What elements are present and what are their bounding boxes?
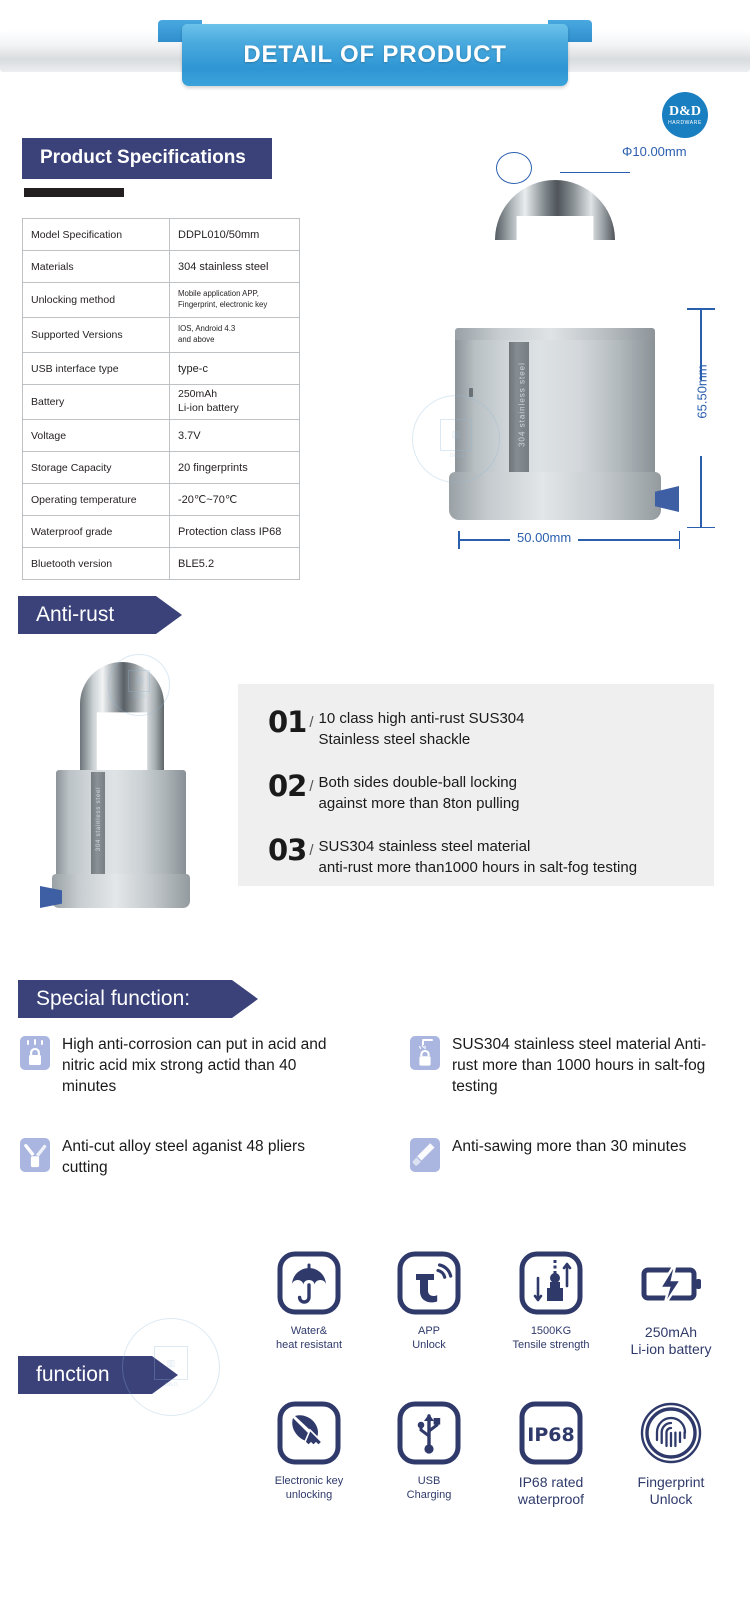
tuya-app-icon (394, 1248, 464, 1318)
table-row (23, 283, 300, 318)
table-row (23, 548, 300, 580)
antirust-padlock-base (52, 874, 190, 908)
function-item-label: Water& heat resistant (275, 1325, 343, 1352)
special-function-banner-label: Special function: (36, 987, 191, 1010)
padlock-illustration (455, 180, 655, 500)
saw-icon (410, 1138, 440, 1172)
table-row (23, 516, 300, 548)
table-row (23, 251, 300, 283)
spec-key: Voltage (23, 420, 170, 452)
spec-key: Battery (23, 385, 170, 420)
padlock-base (449, 472, 661, 520)
spec-heading-underline (24, 188, 124, 197)
special-function-item-text: Anti-cut alloy steel aganist 48 pliers cutting (62, 1138, 305, 1177)
pliers-cut-icon (20, 1138, 50, 1172)
table-row (23, 318, 300, 353)
special-function-item (20, 1034, 350, 1098)
watermark-antirust: ▥ D&D (108, 654, 168, 714)
antirust-padlock-illustration (56, 662, 186, 912)
ribbon-body (182, 24, 568, 86)
function-item-label: 250mAh Li-ion battery (630, 1324, 712, 1357)
function-item (370, 1248, 488, 1352)
fingerprint-icon (636, 1398, 706, 1468)
spec-key: Storage Capacity (23, 452, 170, 484)
antirust-feature-item (268, 705, 525, 750)
spec-value: 250mAh Li-ion battery (170, 385, 300, 420)
function-item (492, 1248, 610, 1352)
table-row (23, 353, 300, 385)
function-item (612, 1398, 730, 1508)
spec-key: Bluetooth version (23, 548, 170, 580)
antirust-item-text: SUS304 stainless steel material anti-rust more than1000 hours in salt-fog testing (318, 838, 638, 876)
special-function-item-text: High anti-corrosion can put in acid and nitric acid mix strong actid than 40 minutes (62, 1036, 327, 1096)
padlock-engraving-text: 304 stainless steel (517, 362, 527, 447)
function-item-label: Fingerprint Unlock (637, 1474, 705, 1507)
function-item-label: APP Unlock (412, 1325, 446, 1352)
antirust-padlock-photo (38, 662, 198, 920)
watermark-function: ▥ D&D (122, 1318, 218, 1414)
spec-value: Protection class IP68 (170, 516, 300, 548)
watermark-text-antirust: D&D (132, 694, 146, 701)
antirust-item-number: 03 (268, 833, 307, 867)
usb-icon (394, 1398, 464, 1468)
antirust-engraving-text: 304 stainless steel (96, 786, 102, 852)
height-dimension-cap-bottom (687, 527, 715, 529)
specifications-table (22, 218, 300, 580)
watermark-text-function: D&D (164, 1382, 178, 1389)
spec-value: IOS, Android 4.3 and above (170, 318, 300, 353)
padlock-keyhole (469, 388, 473, 397)
watermark-photo: ▥ D&D (412, 395, 498, 481)
umbrella-icon (274, 1248, 344, 1318)
table-row (23, 452, 300, 484)
function-item-label: USB Charging (406, 1475, 452, 1502)
specifications-table-body (23, 219, 300, 580)
spec-section-heading (22, 138, 272, 179)
antirust-item-separator: / (309, 842, 314, 859)
brand-logo-name: D&D (669, 103, 701, 119)
page-header (0, 0, 750, 110)
table-row (23, 385, 300, 420)
height-dimension-label: 65.50mm (694, 364, 710, 419)
spec-value: BLE5.2 (170, 548, 300, 580)
spec-key: Waterproof grade (23, 516, 170, 548)
antirust-padlock-shackle (80, 662, 164, 782)
shackle-diameter-leader-line (560, 172, 630, 173)
antirust-section-banner (18, 596, 156, 634)
function-item (492, 1398, 610, 1508)
special-function-item (410, 1034, 730, 1098)
antirust-item-separator: / (309, 778, 314, 795)
battery-bolt-icon (636, 1248, 706, 1318)
special-function-item-text: SUS304 stainless steel material Anti-rust more than 1000 hours in salt-fog testing (452, 1036, 707, 1096)
function-section-banner (18, 1356, 152, 1394)
spec-value: 3.7V (170, 420, 300, 452)
product-photo-with-dimensions (400, 140, 740, 560)
spec-key: Model Specification (23, 219, 170, 251)
special-function-item (20, 1136, 350, 1178)
antirust-item-text: Both sides double-ball locking against more than 8ton pulling (318, 774, 520, 812)
width-dimension-cap-right (679, 531, 681, 549)
shackle-diameter-marker (496, 152, 532, 184)
spec-value: -20℃~70℃ (170, 484, 300, 516)
brand-logo-subtitle: HARDWARE (668, 119, 702, 126)
salt-fog-lock-icon (410, 1036, 440, 1070)
acid-lock-icon (20, 1036, 50, 1070)
antirust-item-text: 10 class high anti-rust SUS304 Stainless steel shackle (318, 710, 525, 748)
header-ribbon (158, 20, 592, 90)
antirust-item-number: 01 (268, 705, 307, 739)
function-item (370, 1398, 488, 1502)
spec-key: USB interface type (23, 353, 170, 385)
spec-key: Materials (23, 251, 170, 283)
antirust-item-number: 02 (268, 769, 307, 803)
width-dimension-label: 50.00mm (510, 530, 578, 545)
special-function-item (410, 1136, 730, 1172)
height-dimension (681, 308, 721, 528)
special-function-item-text: Anti-sawing more than 30 minutes (452, 1138, 687, 1155)
function-item-label: IP68 rated waterproof (517, 1474, 585, 1507)
function-item-label: 1500KG Tensile strength (512, 1325, 590, 1352)
spec-key: Unlocking method (23, 283, 170, 318)
special-function-section-banner (18, 980, 232, 1018)
width-dimension-cap-left (458, 531, 460, 549)
antirust-padlock-body (56, 770, 186, 882)
function-item-label: Electronic key unlocking (274, 1475, 344, 1502)
function-item (250, 1398, 368, 1502)
shackle-diameter-label: Φ10.00mm (622, 144, 687, 159)
watermark-text: D&D (449, 452, 463, 459)
table-row (23, 420, 300, 452)
antirust-engraving-stripe (91, 772, 105, 880)
spec-section-heading-label: Product Specifications (40, 147, 246, 168)
function-banner-label: function (36, 1363, 110, 1386)
table-row (23, 219, 300, 251)
width-dimension (458, 530, 680, 550)
padlock-body (455, 340, 655, 490)
antirust-feature-item (268, 833, 638, 878)
spec-value: type-c (170, 353, 300, 385)
height-dimension-cap-top (687, 308, 715, 310)
antirust-item-separator: / (309, 714, 314, 731)
antirust-feature-panel (238, 684, 714, 886)
spec-key: Supported Versions (23, 318, 170, 353)
table-row (23, 484, 300, 516)
brand-logo (662, 92, 708, 138)
spec-value: DDPL010/50mm (170, 219, 300, 251)
tensile-strength-icon (516, 1248, 586, 1318)
function-item (612, 1248, 730, 1358)
antirust-feature-item (268, 769, 520, 814)
spec-value: Mobile application APP, Fingerprint, electronic key (170, 283, 300, 318)
spec-value: 304 stainless steel (170, 251, 300, 283)
page-title: DETAIL OF PRODUCT (243, 41, 507, 68)
spec-key: Operating temperature (23, 484, 170, 516)
function-item (250, 1248, 368, 1352)
ip68-icon (516, 1398, 586, 1468)
electronic-key-icon (274, 1398, 344, 1468)
spec-value: 20 fingerprints (170, 452, 300, 484)
padlock-engraving-stripe (509, 342, 529, 488)
svg-text:IP68: IP68 (527, 1424, 575, 1446)
antirust-banner-label: Anti-rust (36, 603, 115, 626)
